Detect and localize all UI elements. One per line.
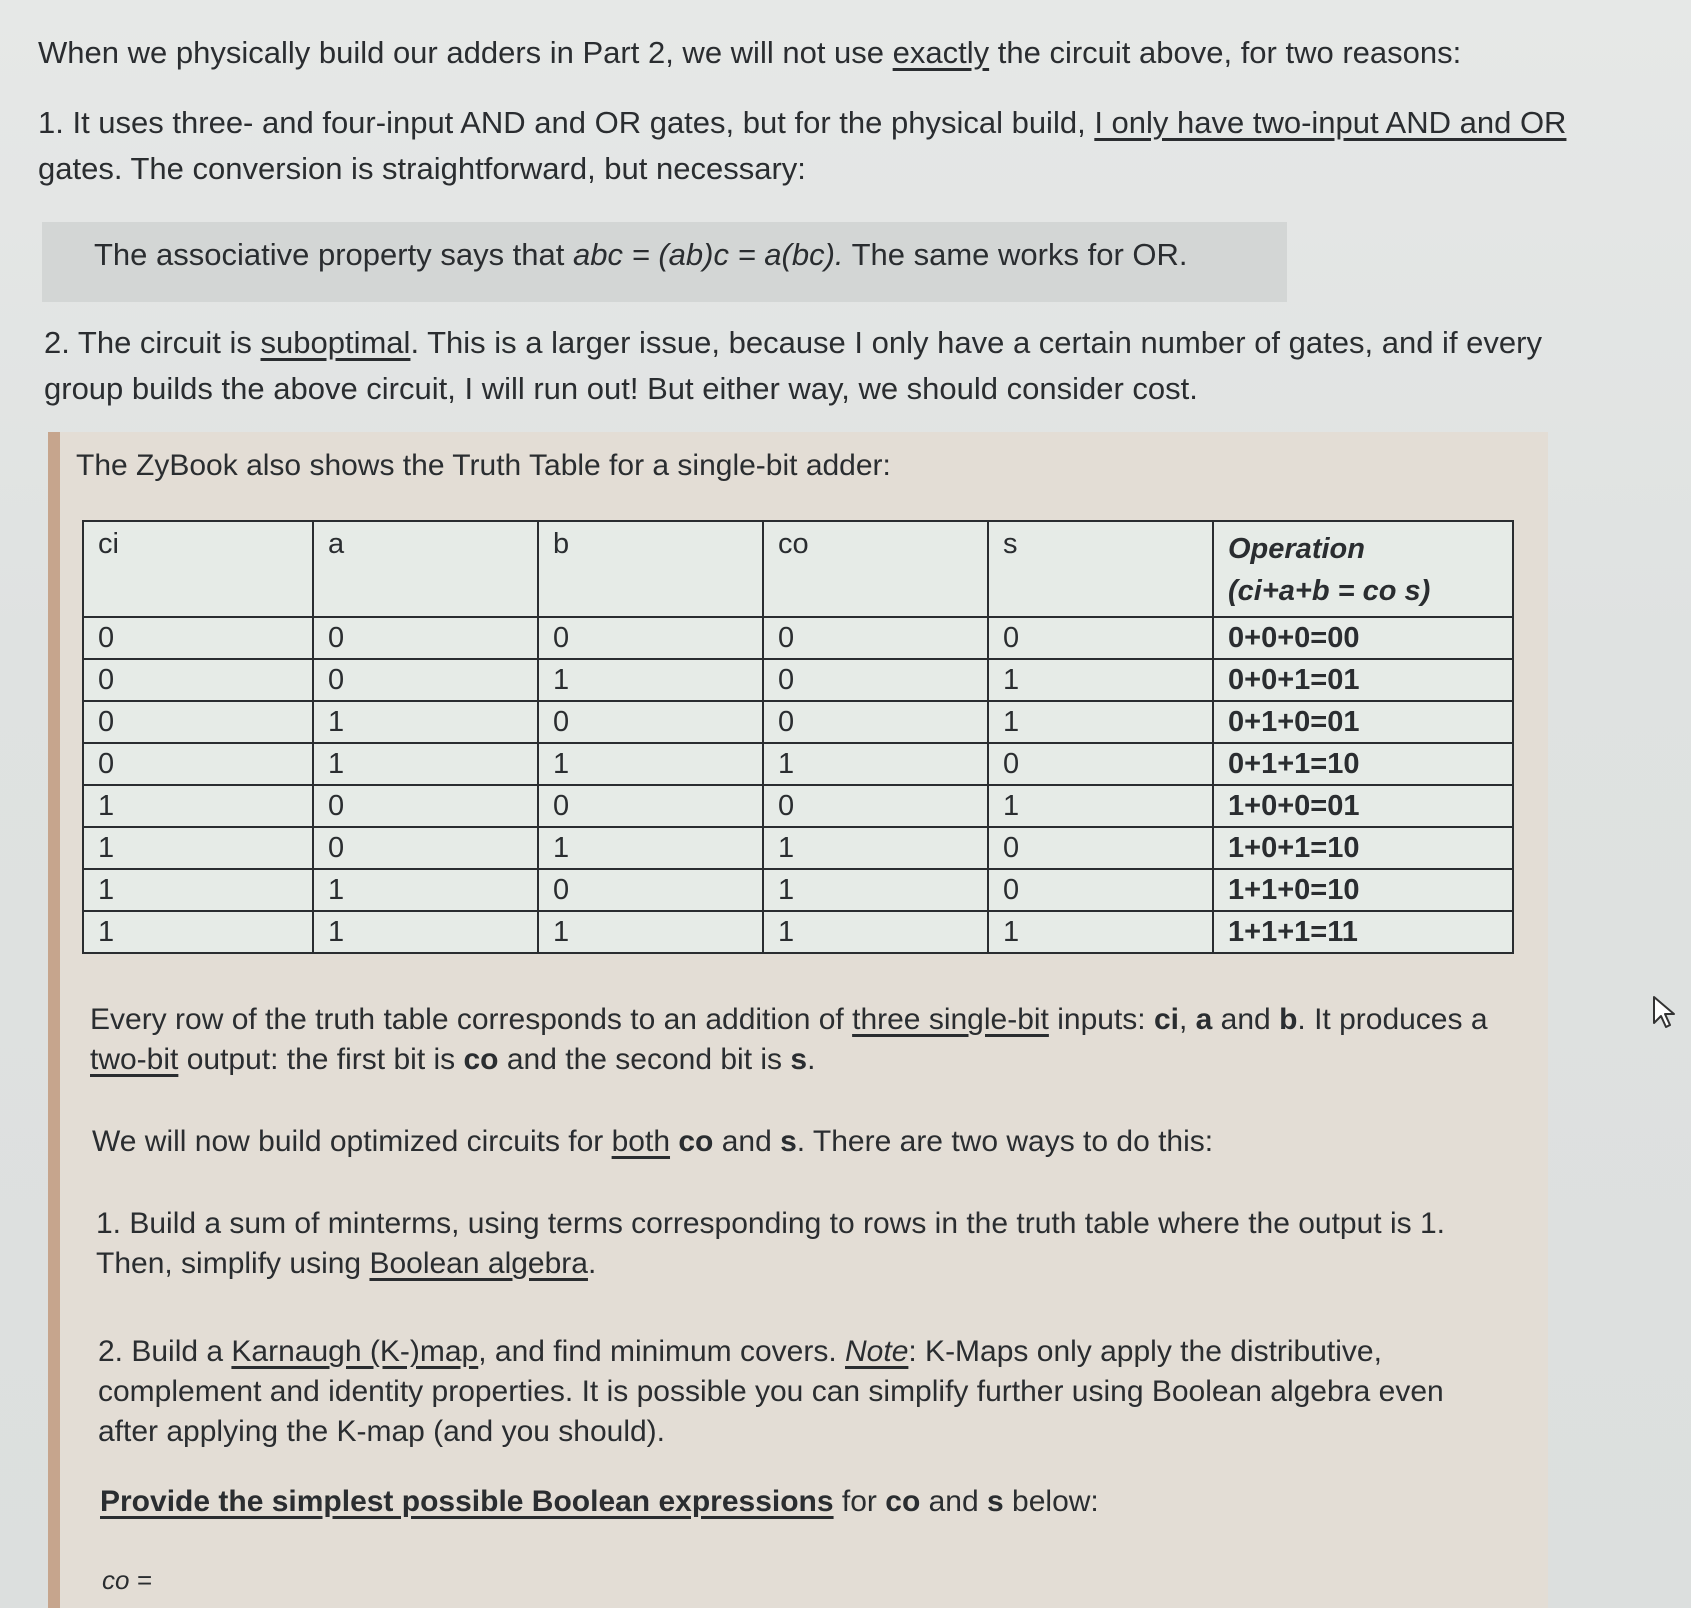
truth-table-intro: The ZyBook also shows the Truth Table for a single-bit adder:	[76, 449, 891, 482]
table-cell: 0	[763, 701, 988, 743]
table-row	[83, 869, 1513, 911]
table-cell: 1	[83, 827, 313, 869]
truth-table-header	[83, 521, 1513, 617]
header-operation: Operation (ci+a+b = co s)	[1213, 521, 1513, 617]
truth-table	[82, 520, 1514, 954]
underlined-exactly: exactly	[892, 35, 990, 70]
table-cell: 1	[313, 743, 538, 785]
table-cell: 1	[83, 785, 313, 827]
note-label: Note	[845, 1335, 909, 1368]
table-cell: 1+0+0=01	[1213, 785, 1513, 827]
table-cell: 1	[83, 911, 313, 953]
table-cell: 0	[988, 827, 1213, 869]
provide-instruction: Provide the simplest possible Boolean expressions for co and s below:	[100, 1485, 1099, 1518]
table-cell: 0	[538, 617, 763, 659]
associative-note-box	[42, 222, 1287, 302]
table-cell: 0	[313, 659, 538, 701]
table-row	[83, 911, 1513, 953]
table-cell: 0+0+0=00	[1213, 617, 1513, 659]
table-cell: 0	[83, 659, 313, 701]
table-cell: 0	[83, 743, 313, 785]
table-cell: 1	[988, 701, 1213, 743]
truth-table-body	[83, 617, 1513, 953]
table-cell: 0	[83, 617, 313, 659]
co-answer-label: co =	[102, 1565, 152, 1595]
table-row	[83, 659, 1513, 701]
section-accent-bar	[48, 432, 60, 1608]
table-cell: 1	[988, 785, 1213, 827]
header-ci: ci	[83, 521, 313, 617]
table-row	[83, 617, 1513, 659]
underlined-two-input: I only have two-input AND and OR	[1094, 105, 1567, 140]
table-row	[83, 827, 1513, 869]
header-b: b	[538, 521, 763, 617]
table-cell: 0	[313, 785, 538, 827]
table-cell: 0+0+1=01	[1213, 659, 1513, 701]
header-s: s	[988, 521, 1213, 617]
table-cell: 0	[538, 785, 763, 827]
table-cell: 0	[313, 827, 538, 869]
table-cell: 1+0+1=10	[1213, 827, 1513, 869]
table-cell: 1	[538, 659, 763, 701]
table-cell: 1	[763, 869, 988, 911]
table-cell: 0+1+0=01	[1213, 701, 1513, 743]
table-cell: 0	[988, 869, 1213, 911]
table-cell: 1+1+0=10	[1213, 869, 1513, 911]
table-cell: 0	[83, 701, 313, 743]
table-cell: 0	[988, 617, 1213, 659]
associative-note: The associative property says that abc = (ab)c = a(bc). The same works for OR.	[94, 237, 1188, 272]
table-cell: 0+1+1=10	[1213, 743, 1513, 785]
paragraph-intro: When we physically build our adders in Part 2, we will not use exactly the circuit above, for two reasons:	[38, 35, 1462, 70]
method-2: 2. Build a Karnaugh (K-)map, and find minimum covers. Note: K-Maps only apply the distributive, complement and identity properties. It is possible you can simplify further using Boolean algebra even after applying the K-map (and you should).	[98, 1335, 1444, 1448]
method-1: 1. Build a sum of minterms, using terms corresponding to rows in the truth table where the output is 1. Then, simplify using Boolean algebra.	[96, 1207, 1445, 1280]
table-cell: 1	[763, 743, 988, 785]
table-cell: 0	[763, 659, 988, 701]
mouse-cursor-icon	[1652, 995, 1678, 1029]
table-cell: 1	[83, 869, 313, 911]
table-cell: 1	[538, 743, 763, 785]
table-row	[83, 743, 1513, 785]
table-cell: 1	[313, 701, 538, 743]
table-cell: 0	[763, 785, 988, 827]
table-cell: 1	[763, 827, 988, 869]
underlined-suboptimal: suboptimal	[260, 325, 411, 360]
karnaugh-map-link: Karnaugh (K-)map	[231, 1335, 479, 1368]
table-cell: 0	[763, 617, 988, 659]
header-co: co	[763, 521, 988, 617]
table-cell: 1	[313, 911, 538, 953]
reason-2: 2. The circuit is suboptimal. This is a larger issue, because I only have a certain number of gates, and if every group builds the above circuit, I will run out! But either way, we should consider cost.	[44, 325, 1542, 406]
table-cell: 1	[988, 659, 1213, 701]
every-row-paragraph: Every row of the truth table corresponds to an addition of three single-bit inputs: ci, a and b. It produces a two-bit output: the first bit is co and the second bit is s.	[90, 1003, 1488, 1076]
header-a: a	[313, 521, 538, 617]
reason-1: 1. It uses three- and four-input AND and OR gates, but for the physical build, I only have two-input AND and OR gates. The conversion is straightforward, but necessary:	[38, 105, 1567, 186]
table-cell: 0	[988, 743, 1213, 785]
table-row	[83, 785, 1513, 827]
truth-table-section	[48, 432, 1548, 1608]
table-cell: 0	[313, 617, 538, 659]
table-cell: 1	[988, 911, 1213, 953]
table-row	[83, 701, 1513, 743]
boolean-algebra-link: Boolean algebra	[369, 1247, 588, 1280]
build-paragraph: We will now build optimized circuits for both co and s. There are two ways to do this:	[92, 1125, 1214, 1158]
table-cell: 0	[538, 869, 763, 911]
table-cell: 1+1+1=11	[1213, 911, 1513, 953]
table-cell: 1	[763, 911, 988, 953]
table-cell: 0	[538, 701, 763, 743]
associative-formula: abc = (ab)c = a(bc).	[573, 237, 844, 272]
table-cell: 1	[313, 869, 538, 911]
table-cell: 1	[538, 827, 763, 869]
table-cell: 1	[538, 911, 763, 953]
